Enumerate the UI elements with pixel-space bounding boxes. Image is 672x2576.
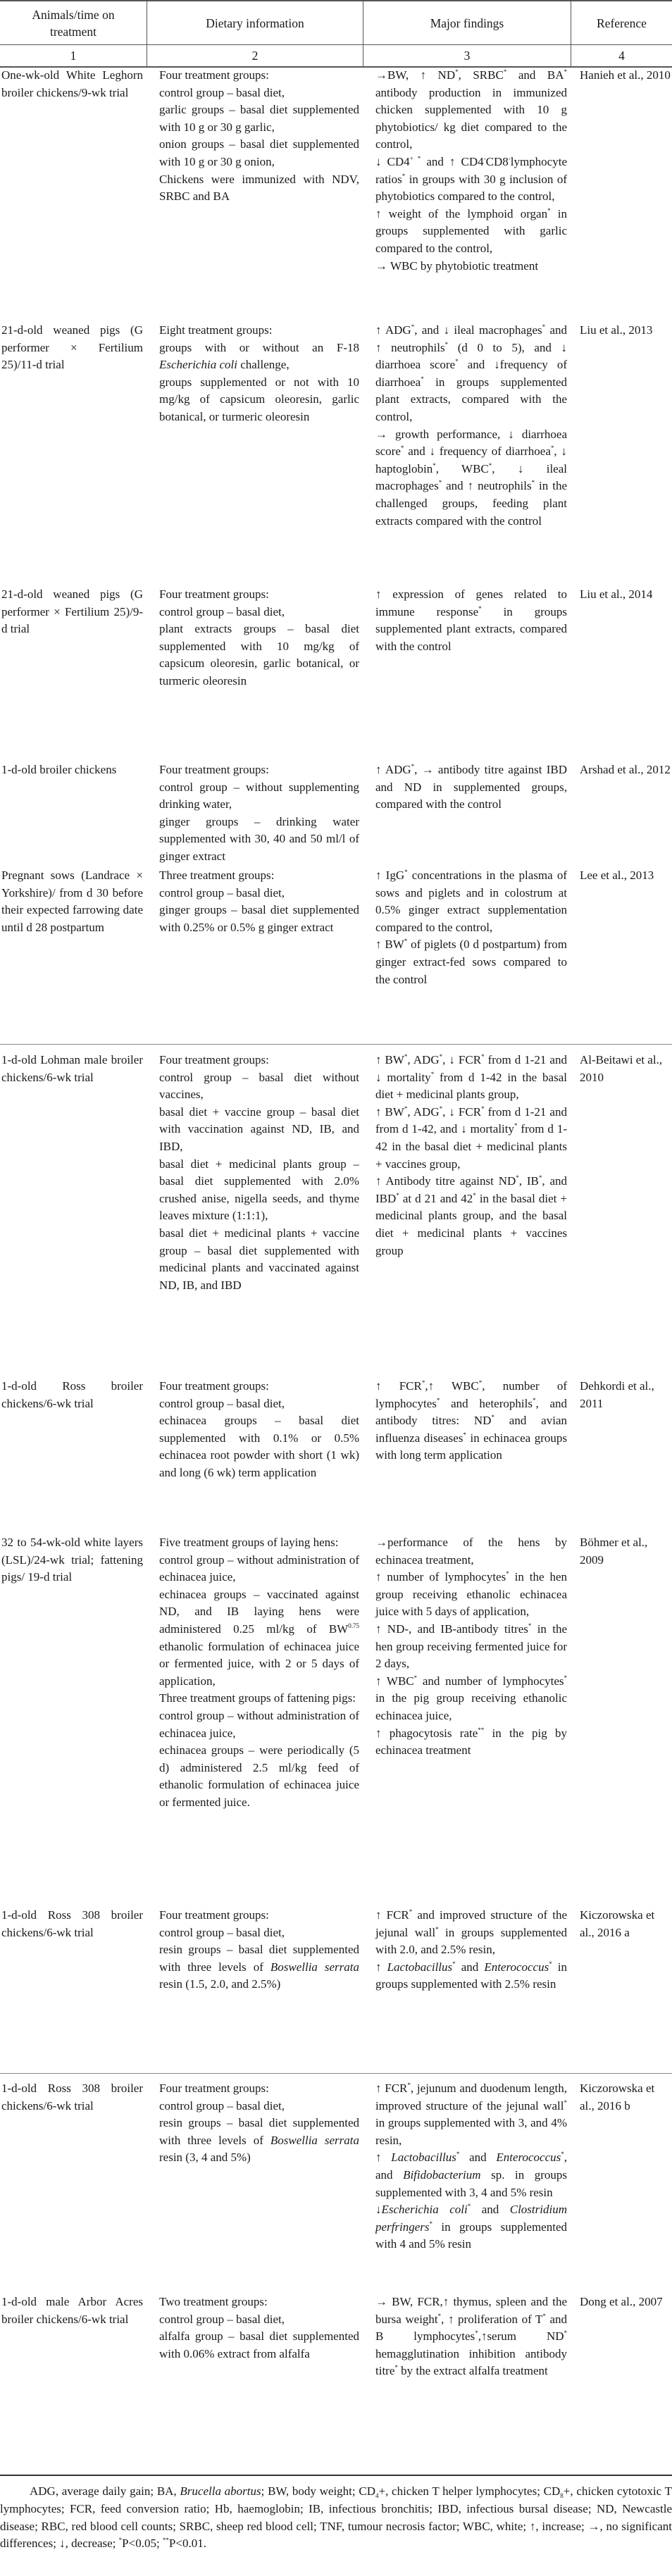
cell-findings <box>363 67 571 275</box>
finding-item: ↑ Lactobacillus* and Enterococcus* in groups supplemented with 2.5% resin <box>375 1960 568 1991</box>
table-row <box>0 67 672 275</box>
diet-item: basal diet + medicinal plants group – basal diet supplemented with 2.0% crushed anise, nigella seeds, and thyme leaves mixture (1:1:1), <box>159 1157 359 1223</box>
finding-item: ↑ phagocytosis rate** in the pig by echinacea treatment <box>375 1726 568 1757</box>
header-diet: Dietary information <box>147 1 363 44</box>
diet-item: ginger groups – basal diet supplemented with 0.25% or 0.5% g ginger extract <box>159 903 359 934</box>
finding-item: →performance of the hens by echinacea treatment, <box>375 1536 567 1567</box>
cell-reference: Kiczorowska et al., 2016 b <box>580 2082 655 2113</box>
cell-diet <box>147 1534 363 1812</box>
table-row <box>0 867 672 988</box>
cell-reference: Dong et al., 2007 <box>580 2295 663 2308</box>
cell-animals: 1-d-old Ross broiler chickens/6-wk trial <box>1 1379 143 1410</box>
cell-findings <box>363 2294 571 2380</box>
cell-findings <box>363 761 571 866</box>
finding-item: → WBC by phytobiotic treatment <box>375 259 539 273</box>
cell-animals: 1-d-old broiler chickens <box>1 763 117 776</box>
column-number: 1 <box>0 45 147 66</box>
cell-findings <box>363 1378 571 1482</box>
cell-findings <box>363 322 571 530</box>
cell-diet <box>147 761 363 866</box>
diet-item: Chickens were immunized with NDV, SRBC and BA <box>159 172 359 204</box>
diet-item: plant extracts groups – basal diet supplemented with 10 mg/kg of capsicum oleoresin, garlic botanical, or turmeric oleoresin <box>159 622 359 687</box>
diet-item: basal diet + medicinal plants + vaccine group – basal diet supplemented with medicinal plants and vaccinated against ND, IB, and IBD <box>159 1226 359 1292</box>
diet-item: control group – basal diet, <box>159 604 285 618</box>
finding-item: ↑ WBC* and number of lymphocytes* in the pig group receiving ethanolic echinacea juice, <box>375 1674 568 1722</box>
cell-animals: 1-d-old male Arbor Acres broiler chickens/6-wk trial <box>1 2295 143 2326</box>
header-animals: Animals/time on treatment <box>0 1 147 44</box>
table-row <box>0 2294 672 2380</box>
table-row <box>0 1378 672 1482</box>
diet-item: control group – basal diet, <box>159 1396 285 1410</box>
diet-item: control group – basal diet, <box>159 2098 285 2113</box>
cell-reference: Böhmer et al., 2009 <box>580 1536 648 1567</box>
table-row <box>0 1534 672 1812</box>
cell-diet <box>147 67 363 275</box>
diet-item: Two treatment groups: <box>159 2295 268 2308</box>
finding-item: ↑ ADG*, and ↓ ileal macrophages* and ↑ neutrophils* (d 0 to 5), and ↓ diarrhoea score* and ↓frequency of diarrhoea* in groups supplemented plant extracts, compared with the control, <box>375 323 567 423</box>
table-row <box>0 1052 672 1294</box>
page-break-rule <box>0 2073 672 2074</box>
diet-item: echinacea groups – basal diet supplemented with 0.1% or 0.5% echinacea root powder with short (1 wk) and long (6 wk) term application <box>159 1414 359 1479</box>
column-number: 2 <box>147 45 363 66</box>
finding-item: ↑ BW*, ADG*, ↓ FCR* from d 1-21 and ↓ mortality* from d 1-42 in the basal diet + medicinal plants group, <box>375 1053 567 1102</box>
diet-item: Four treatment groups: <box>159 68 269 82</box>
cell-findings <box>363 1907 571 1993</box>
cell-diet <box>147 1052 363 1294</box>
cell-findings <box>363 586 571 690</box>
column-number: 4 <box>618 49 625 63</box>
cell-diet <box>147 586 363 690</box>
cell-reference: Hanieh et al., 2010 <box>580 68 671 82</box>
diet-item: onion groups – basal diet supplemented with 10 g or 30 g onion, <box>159 137 359 168</box>
cell-reference: Lee et al., 2013 <box>580 869 654 882</box>
cell-animals: Pregnant sows (Landrace × Yorkshire)/ from d 30 before their expected farrowing date until d 28 postpartum <box>1 869 143 934</box>
cell-diet <box>147 2294 363 2380</box>
cell-animals: 1-d-old Ross 308 broiler chickens/6-wk trial <box>1 1908 143 1939</box>
column-number-row <box>0 45 672 68</box>
diet-item: Four treatment groups: <box>159 2082 269 2095</box>
diet-item: Three treatment groups: <box>159 869 275 882</box>
cell-animals: 1-d-old Lohman male broiler chickens/6-wk trial <box>1 1053 143 1084</box>
diet-item: Three treatment groups of fattening pigs: <box>159 1691 356 1705</box>
cell-reference: Liu et al., 2013 <box>580 323 653 337</box>
cell-reference: Al-Beitawi et al., 2010 <box>580 1053 663 1084</box>
cell-animals: 21-d-old weaned pigs (G performer × Fertilium 25)/11-d trial <box>1 323 143 372</box>
diet-item: Four treatment groups: <box>159 763 269 776</box>
diet-item: control group – basal diet, <box>159 1925 285 1939</box>
finding-item: ↑ FCR*,↑ WBC*, number of lymphocytes* and heterophils*, and antibody titres: ND* and avian influenza diseases* in echinacea groups with long term application <box>375 1379 567 1462</box>
diet-item: ginger groups – drinking water supplemented with 30, 40 and 50 ml/l of ginger extract <box>159 814 359 863</box>
diet-item: garlic groups – basal diet supplemented with 10 g or 30 g garlic, <box>159 103 359 134</box>
finding-item: → BW, FCR,↑ thymus, spleen and the bursa weight*, ↑ proliferation of T* and B lymphocytes*,↑serum ND* hemagglutination inhibition antibody titre* by the extract alfalfa treatment <box>375 2295 567 2378</box>
cell-diet <box>147 2080 363 2253</box>
table-row <box>0 2080 672 2253</box>
finding-item: → growth performance, ↓ diarrhoea score* and ↓ frequency of diarrhoea*, ↓ haptoglobin*, WBC*, ↓ ileal macrophages* and ↑ neutrophils* in the challenged groups, feeding plant extracts compared with the control <box>375 427 567 528</box>
header-reference: Reference <box>597 15 647 30</box>
finding-item: ↓ CD4+ * and ↑ CD4-CD8-lymphocyte ratios* in groups with 30 g inclusion of phytobiotics compared to the control, <box>375 154 567 204</box>
finding-item: ↑ expression of genes related to immune response* in groups supplemented plant extracts, compared with the control <box>375 587 568 653</box>
cell-reference: Arshad et al., 2012 <box>580 763 671 776</box>
diet-item: groups supplemented or not with 10 mg/kg of capsicum oleoresin, garlic botanical, or turmeric oleoresin <box>159 375 359 423</box>
finding-item: ↑ BW*, ADG*, ↓ FCR* from d 1-21 and from d 1-42, and ↓ mortality* from d 1-42 in the basal diet + medicinal plants + vaccines group, <box>375 1105 567 1171</box>
page-break-rule <box>0 1044 672 1045</box>
cell-animals: One-wk-old White Leghorn broiler chickens/9-wk trial <box>1 68 143 99</box>
cell-diet <box>147 322 363 530</box>
cell-reference: Dehkordi et al., 2011 <box>580 1379 654 1410</box>
table-row <box>0 586 672 690</box>
diet-item: control group – basal diet, <box>159 885 285 900</box>
finding-item: ↑ ADG*, → antibody titre against IBD and ND in supplemented groups, compared with the control <box>375 763 567 811</box>
diet-item: groups with or without an F-18 Escherichia coli challenge, <box>159 340 359 372</box>
diet-item: resin groups – basal diet supplemented with three levels of Boswellia serrata resin (3, 4 and 5%) <box>159 2116 360 2165</box>
diet-item: echinacea groups – were periodically (5 d) administered 2.5 ml/kg feed of ethanolic formulation of echinacea juice or fermented juice. <box>159 1743 359 1809</box>
cell-findings <box>363 1534 571 1812</box>
finding-item: →BW, ↑ ND*, SRBC* and BA* antibody production in immunized chicken supplemented with 10 g phytobiotics/ kg diet compared to the control, <box>375 68 567 151</box>
cell-animals: 1-d-old Ross 308 broiler chickens/6-wk trial <box>1 2082 143 2113</box>
finding-item: ↑ ND-, and IB-antibody titres* in the hen group receiving fermented juice for 2 days, <box>375 1622 567 1671</box>
table-row <box>0 761 672 866</box>
finding-item: ↑ Antibody titre against ND*, IB*, and IBD* at d 21 and 42* in the basal diet + medicinal plants group, and the basal diet + medicinal plants + vaccines group <box>375 1174 568 1257</box>
diet-item: Four treatment groups: <box>159 587 269 601</box>
table-row <box>0 1907 672 1993</box>
diet-item: basal diet + vaccine group – basal diet with vaccination against ND, IB, and IBD, <box>159 1105 359 1153</box>
cell-reference: Kiczorowska et al., 2016 a <box>580 1908 655 1939</box>
finding-item: ↑ FCR*, jejunum and duodenum length, improved structure of the jejunal wall* in groups supplemented with 3, and 4% resin, <box>375 2082 567 2147</box>
diet-item: Eight treatment groups: <box>159 323 273 337</box>
diet-item: control group – basal diet, <box>159 2312 285 2326</box>
finding-item: ↓Escherichia coli* and Clostridium perfringers* in groups supplemented with 4 and 5% resin <box>375 2203 567 2251</box>
finding-item: ↑ number of lymphocytes* in the hen group receiving ethanolic echinacea juice with 5 days of application, <box>375 1570 567 1619</box>
diet-item: control group – basal diet without vaccines, <box>159 1070 359 1102</box>
finding-item: ↑ FCR* and improved structure of the jejunal wall* in groups supplemented with 2.0, and 2.5% resin, <box>375 1908 568 1957</box>
diet-item: control group – without supplementing drinking water, <box>159 780 359 811</box>
cell-reference: Liu et al., 2014 <box>580 587 653 601</box>
finding-item: ↑ weight of the lymphoid organ* in groups supplemented with garlic compared to the control, <box>375 206 567 255</box>
diet-item: control group – without administration of echinacea juice, <box>159 1708 359 1740</box>
cell-findings <box>363 867 571 988</box>
diet-item: Four treatment groups: <box>159 1908 269 1922</box>
table-bottom-rule <box>0 2475 672 2476</box>
column-number: 3 <box>363 45 571 66</box>
diet-item: Five treatment groups of laying hens: <box>159 1536 339 1549</box>
cell-diet <box>147 867 363 988</box>
cell-findings <box>363 2080 571 2253</box>
diet-item: alfalfa group – basal diet supplemented with 0.06% extract from alfalfa <box>159 2329 359 2360</box>
diet-item: resin groups – basal diet supplemented with three levels of Boswellia serrata resin (1.5, 2.0, and 2.5%) <box>159 1943 360 1991</box>
finding-item: ↑ Lactobacillus* and Enterococcus*, and Bifidobacterium sp. in groups supplemented with 3, 4 and 5% resin <box>375 2151 567 2199</box>
table-footnote: ADG, average daily gain; BA, Brucella abortus; BW, body weight; $CD_4+$, chicken T helper lymphocytes; $CD_8+$, chicken cytotoxic T lymphocytes; FCR, feed conversion ratio; Hb, haemoglobin; IB, infectious bronchitis; IBD, infectious bursal disease; ND, Newcastle disease; RBC, red blood cell counts; SRBC, sheep red blood cell; TNF, tumour necrosis factor; WBC, white; ↑, increase; →, no significant differences; ↓, decrease; *P<0.05; **P<0.01. <box>0 2484 672 2551</box>
diet-item: Four treatment groups: <box>159 1379 269 1393</box>
diet-item: Four treatment groups: <box>159 1053 269 1066</box>
table-row <box>0 322 672 530</box>
cell-findings <box>363 1052 571 1294</box>
cell-animals: 32 to 54-wk-old white layers (LSL)/24-wk trial; fattening pigs/ 19-d trial <box>1 1536 143 1584</box>
finding-item: ↑ IgG* concentrations in the plasma of sows and piglets and in colostrum at 0.5% ginger extract supplementation compared to the control, <box>375 869 567 934</box>
finding-item: ↑ BW* of piglets (0 d postpartum) from ginger extract-fed sows compared to the control <box>375 938 567 986</box>
diet-item: control group – basal diet, <box>159 85 285 99</box>
cell-diet <box>147 1378 363 1482</box>
diet-item: echinacea groups – vaccinated against ND, and IB laying hens were administered 0.25 ml/kg of $BW^{0.75}$ ethanolic formulation of echinacea juice or fermented juice, with 2 or 5 days of application, <box>159 1587 359 1688</box>
diet-item: control group – without administration of echinacea juice, <box>159 1553 359 1584</box>
cell-animals: 21-d-old weaned pigs (G performer × Fertilium 25)/9-d trial <box>1 587 143 636</box>
header-findings: Major findings <box>363 1 571 44</box>
cell-diet <box>147 1907 363 1993</box>
table-header-row <box>0 0 672 45</box>
